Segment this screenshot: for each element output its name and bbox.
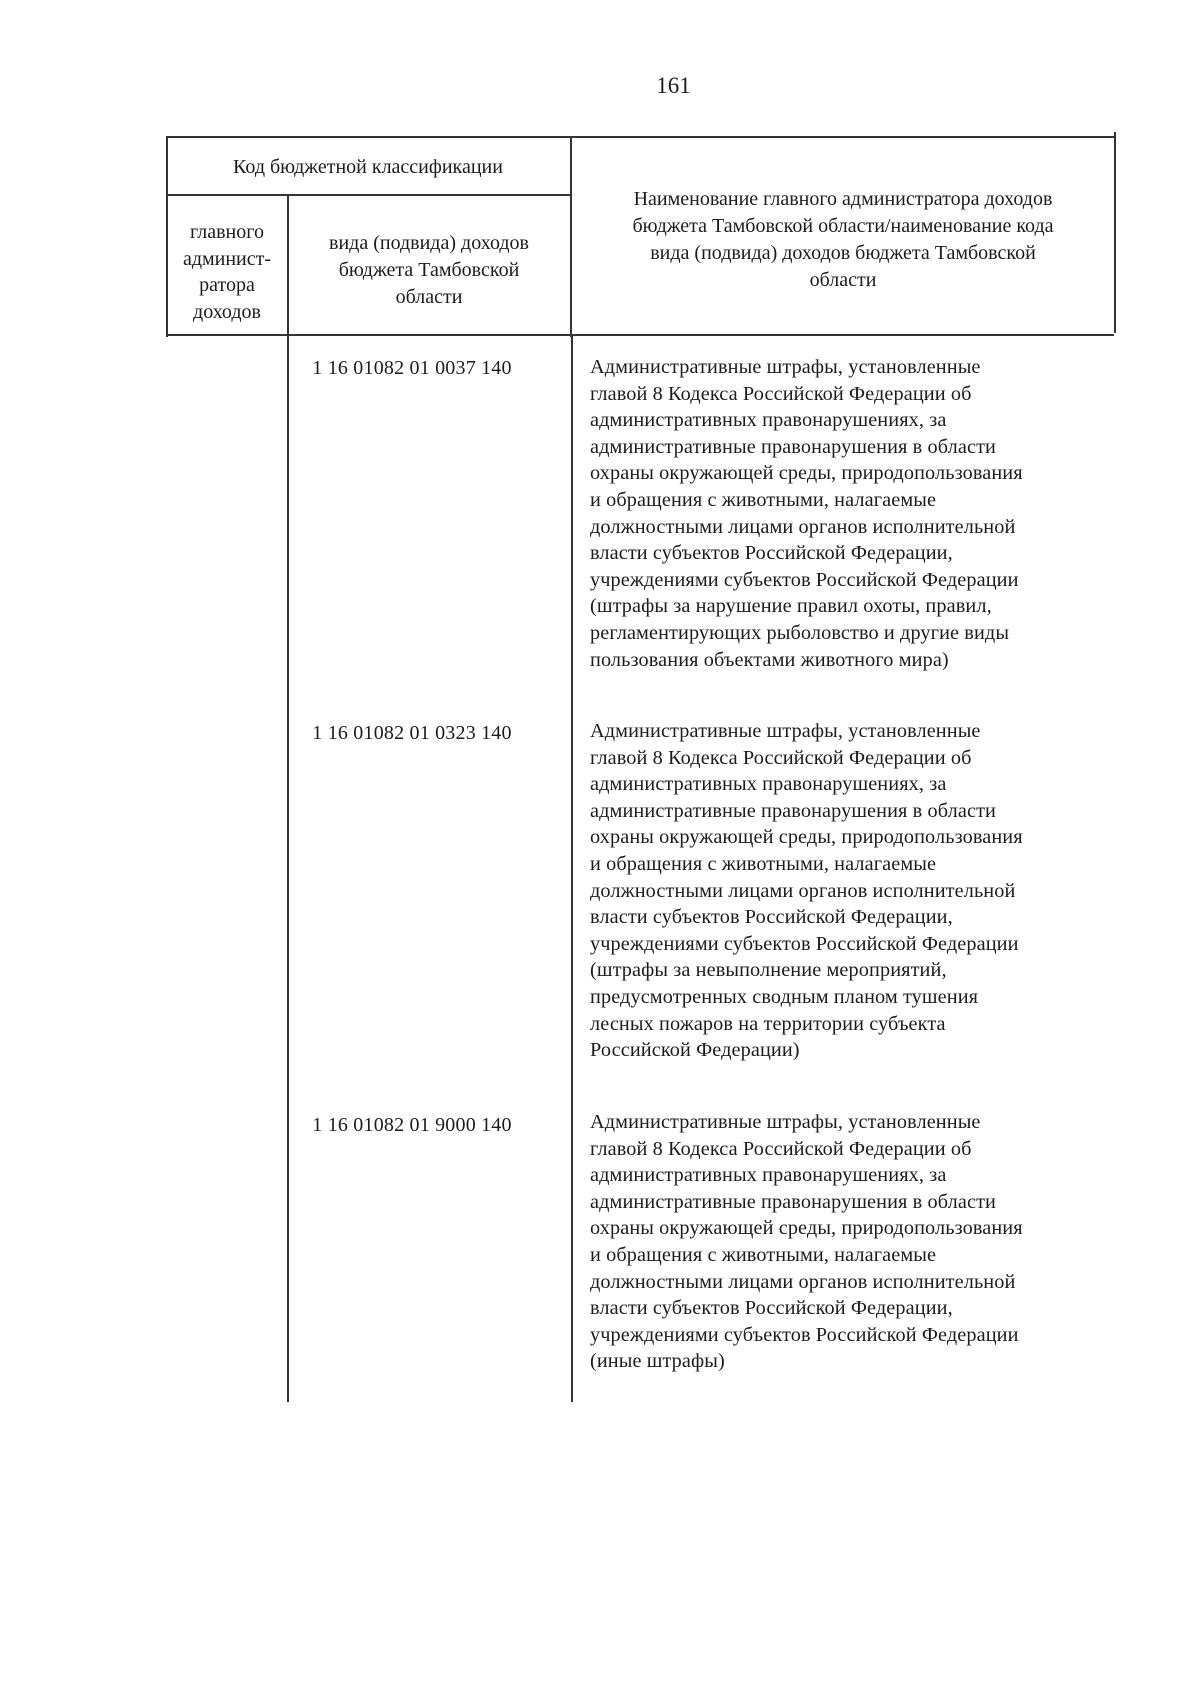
description-line: власти субъектов Российской Федерации, xyxy=(590,906,953,929)
description-line: Административные штрафы, установленные xyxy=(590,356,981,378)
description-line: охраны окружающей среды, природопользования xyxy=(590,1217,1023,1240)
description-line: должностными лицами органов исполнительной xyxy=(590,879,1016,902)
description-line: должностными лицами органов исполнительной xyxy=(590,1270,1016,1293)
page-number: 161 xyxy=(656,73,691,98)
description-line: Российской Федерации) xyxy=(590,1039,800,1062)
header-group-title: Код бюджетной классификации xyxy=(233,156,503,178)
description-line: Административные штрафы, установленные xyxy=(590,1111,981,1133)
description-line: должностными лицами органов исполнительной xyxy=(590,515,1016,538)
description-line: административных правонарушениях, за xyxy=(590,773,947,796)
header-name-divider xyxy=(570,136,572,337)
revenue-code: 1 16 01082 01 9000 140 xyxy=(312,1114,512,1136)
body-admin-column-line xyxy=(287,336,289,1402)
revenue-code: 1 16 01082 01 0323 140 xyxy=(312,722,512,744)
header-bottom-border xyxy=(166,334,1114,336)
description-line: административных правонарушениях, за xyxy=(590,1164,947,1187)
header-group-divider xyxy=(166,194,570,196)
description-line: учреждениями субъектов Российской Федерации xyxy=(590,932,1019,955)
description-line: учреждениями субъектов Российской Федерации xyxy=(590,1323,1019,1346)
description-line: административные правонарушения в области xyxy=(590,799,997,822)
header-admin-line: доходов xyxy=(193,300,261,323)
body-name-column-line xyxy=(571,336,573,1402)
description-line: власти субъектов Российской Федерации, xyxy=(590,1297,953,1320)
header-code-column xyxy=(289,230,569,311)
header-name-line: бюджета Тамбовской области/наименование кода xyxy=(632,215,1054,237)
header-code-line: бюджета Тамбовской xyxy=(338,259,520,281)
header-admin-line: главного xyxy=(190,221,264,243)
description-line: главой 8 Кодекса Российской Федерации об xyxy=(590,382,972,405)
description-line: регламентирующих рыболовство и другие виды xyxy=(590,621,1010,644)
header-code-line: области xyxy=(395,286,463,308)
header-admin-line: админист- xyxy=(182,247,272,270)
description-line: власти субъектов Российской Федерации, xyxy=(590,542,953,565)
revenue-code: 1 16 01082 01 0037 140 xyxy=(312,357,512,379)
revenue-description xyxy=(590,354,1110,673)
description-line: и обращения с животными, налагаемые xyxy=(590,1243,937,1266)
header-top-border xyxy=(166,136,1114,138)
description-line: административные правонарушения в области xyxy=(590,1190,997,1213)
description-line: охраны окружающей среды, природопользования xyxy=(590,826,1023,849)
header-name-line: вида (подвида) доходов бюджета Тамбовской xyxy=(650,242,1036,264)
description-line: предусмотренных сводным планом тушения xyxy=(590,985,979,1008)
revenue-description xyxy=(590,1109,1110,1375)
description-line: пользования объектами животного мира) xyxy=(590,648,949,671)
description-line: учреждениями субъектов Российской Федерации xyxy=(590,568,1019,591)
description-line: (штрафы за невыполнение мероприятий, xyxy=(590,959,947,982)
description-line: Административные штрафы, установленные xyxy=(590,720,981,742)
header-name-line: области xyxy=(809,269,877,291)
description-line: административных правонарушениях, за xyxy=(590,409,947,432)
header-admin-line: ратора xyxy=(199,274,255,296)
header-name-line: Наименование главного администратора доходов xyxy=(633,188,1053,210)
description-line: и обращения с животными, налагаемые xyxy=(590,852,937,875)
description-line: и обращения с животными, налагаемые xyxy=(590,488,937,511)
description-line: главой 8 Кодекса Российской Федерации об xyxy=(590,1137,972,1160)
description-line: главой 8 Кодекса Российской Федерации об xyxy=(590,746,972,769)
description-line: охраны окружающей среды, природопользования xyxy=(590,462,1023,485)
description-line: (иные штрафы) xyxy=(590,1350,725,1373)
description-line: лесных пожаров на территории субъекта xyxy=(590,1012,946,1035)
header-code-line: вида (подвида) доходов xyxy=(329,232,529,254)
header-right-border xyxy=(1114,132,1116,333)
revenue-description xyxy=(590,718,1110,1064)
header-name-column xyxy=(573,186,1113,294)
description-line: административные правонарушения в области xyxy=(590,435,997,458)
header-admin-column xyxy=(168,219,286,325)
description-line: (штрафы за нарушение правил охоты, правил, xyxy=(590,595,992,618)
